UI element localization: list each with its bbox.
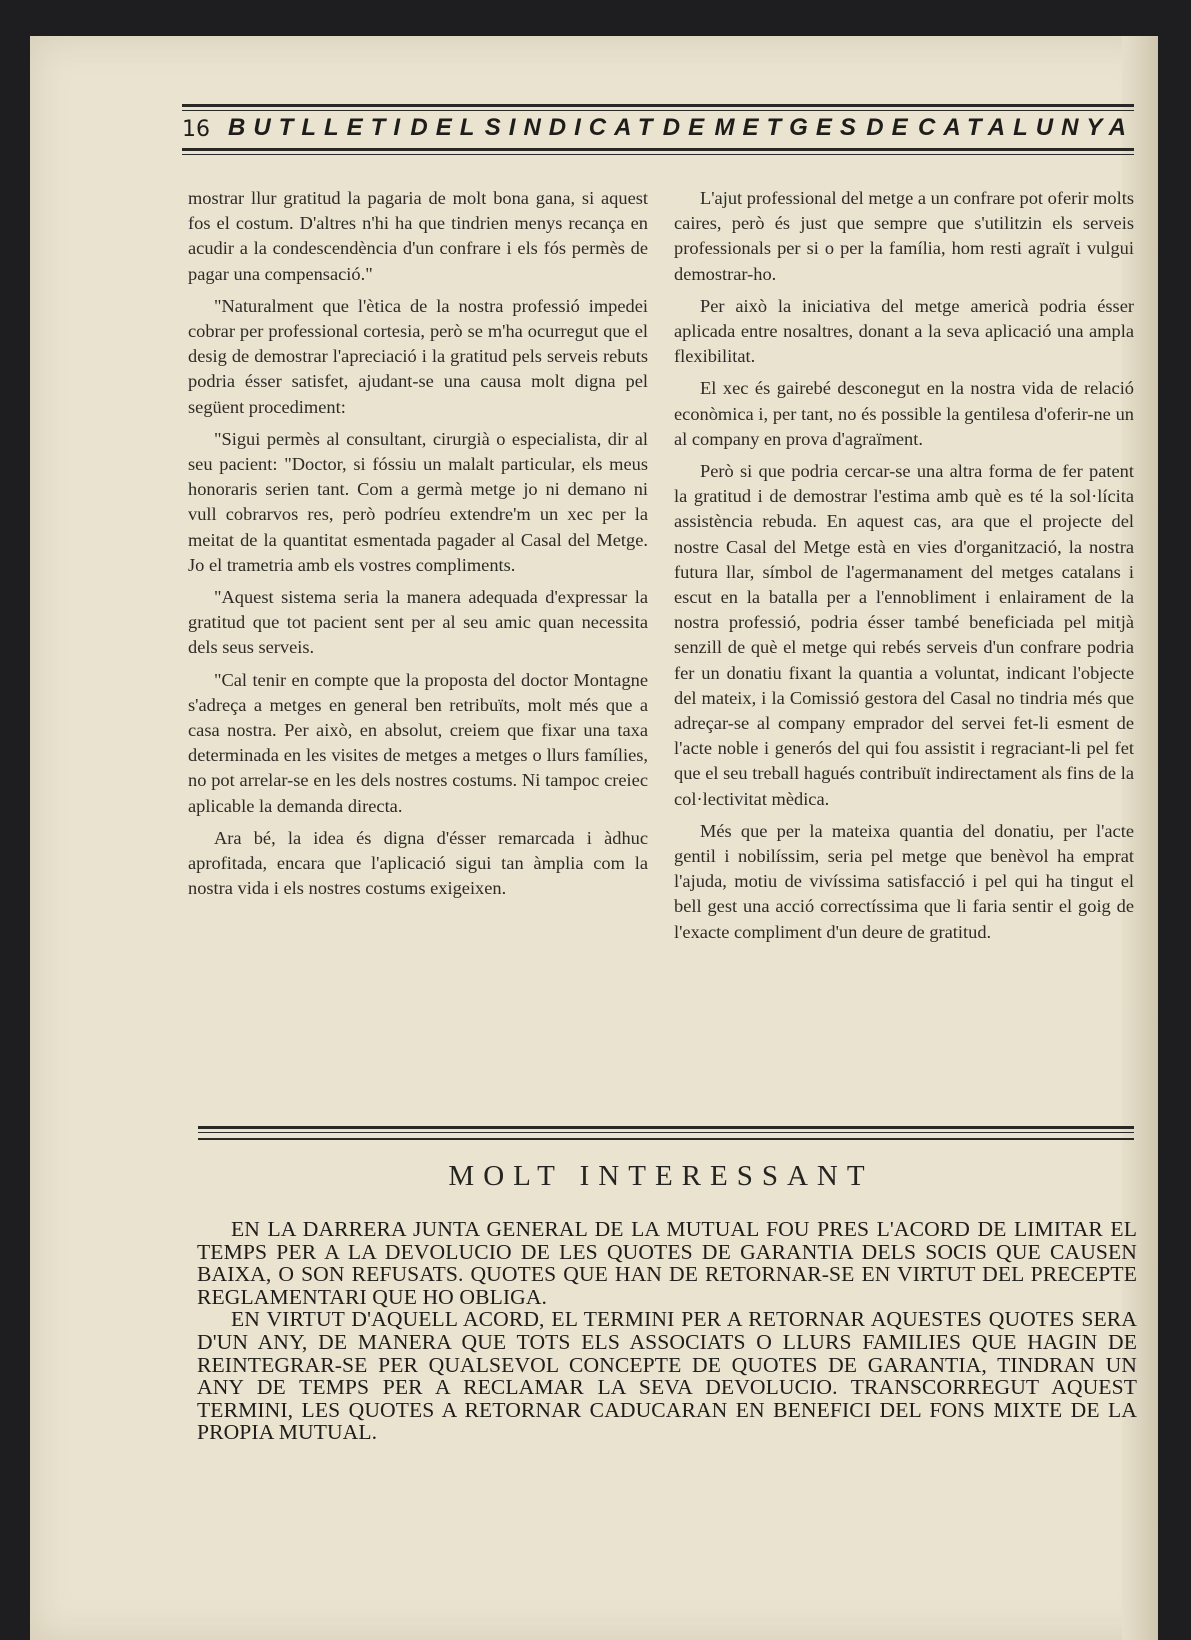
journal-title-word: CATALUNYA (918, 114, 1134, 141)
header-rule-bottom (182, 148, 1134, 151)
notice-rule-top (198, 1126, 1134, 1129)
paragraph: Per això la iniciativa del metge americà podria ésser aplicada entre nosaltres, donant a la seva aplicació una ampla flexibilitat. (674, 295, 1134, 367)
journal-title-word: DE (662, 114, 713, 141)
notice-body (197, 1218, 1137, 1444)
notice-rule-bottom (198, 1138, 1134, 1140)
header-rule-top (182, 104, 1134, 107)
running-header (182, 108, 1134, 142)
journal-title-word: BUTLLETI (228, 114, 408, 141)
header-rule-bottom-thin (182, 154, 1134, 155)
article-column-left (188, 186, 648, 901)
notice-title: MOLT INTERESSANT (448, 1160, 874, 1192)
journal-title-word: SINDICAT (484, 114, 661, 141)
paragraph: L'ajut professional del metge a un confrare pot oferir molts caires, però és just que sempre que s'utilitzin els serveis professionals per si o per la família, hom resti agraït i vulgui demostrar-ho. (674, 188, 1134, 284)
paragraph: El xec és gairebé desconegut en la nostra vida de relació econòmica i, per tant, no és possible la gentilesa d'oferir-ne un al company en prova d'agraïment. (674, 378, 1134, 449)
journal-title-word: DE (866, 114, 916, 141)
paragraph: Però si que podria cercar-se una altra forma de fer patent la gratitud i de demostrar l'estima amb què es té la sol·lícita assistència rebuda. En aquest cas, ara que el projecte del nostre Casal del Metge està en vies d'organització, la nostra futura llar, símbol de l'agermanament del metges catalans i escut en la batalla per a l'ennobliment i enlairament de la nostra professió, podria ésser també beneficiada pel mitjà senzill de què el metge qui rebés serveis d'un confrare podria fer un donatiu fixant la quantia a voluntat, indicant l'objecte del mateix, i la Comissió gestora del Casal no tindria més que adreçar-se al company emprador del servei fet-li esment de l'acte noble i generós del qui fou assistit i regraciant-li pel fet que el seu treball hagués contribuït indirectament als fins de la col·lectivitat mèdica. (674, 461, 1134, 809)
paragraph: mostrar llur gratitud la pagaria de molt bona gana, si aquest fos el costum. D'altres n'hi ha que tindrien menys recança en acudir a la condescendència d'un confrare i els fós permès de pagar una compensació." (188, 188, 648, 284)
notice-paragraph: EN LA DARRERA JUNTA GENERAL DE LA MUTUAL FOU PRES L'ACORD DE LIMITAR EL TEMPS PER A LA DEVOLUCIO DE LES QUOTES DE GARANTIA DELS SOCIS QUE CAUSEN BAIXA, O SON REFUSATS. QUOTES QUE HAN DE RETORNAR-SE EN VIRTUT DEL PRECEPTE REGLAMENTARI QUE HO OBLIGA. (197, 1217, 1137, 1309)
page-number: 16 (182, 117, 210, 142)
notice-rule-top-thin (198, 1132, 1134, 1133)
paragraph: "Cal tenir en compte que la proposta del doctor Montagne s'adreça a metges en general ben retribuïts, molt més que a casa nostra. Per això, en absolut, creiem que fixar una taxa determinada en les visites de metges a metges o llurs famílies, no pot arrelar-se en les dels nostres costums. Ni tampoc creiec aplicable la demanda directa. (188, 669, 648, 816)
paragraph: "Aquest sistema seria la manera adequada d'expressar la gratitud que tot pacient sent per al seu amic quan necessita dels seus serveis. (188, 587, 648, 658)
paragraph: Més que per la mateixa quantia del donatiu, per l'acte gentil i nobilíssim, seria pel metge que benèvol ha emprat l'ajuda, motiu de vivíssima satisfacció i pel qui ha tingut el bell gest una acció correctíssima que li faria sentir el goig de l'exacte compliment d'un deure de gratitud. (674, 820, 1134, 942)
journal-title-word: DEL (410, 114, 483, 141)
journal-title (228, 114, 1134, 142)
paragraph: "Naturalment que l'ètica de la nostra professió impedei cobrar per professional cortesia, però se m'ha ocurregut que el desig de demostrar l'apreciació i la gratitud pels serveis rebuts podria ésser satisfet, ajudant-se una causa molt digna pel següent procediment: (188, 295, 648, 417)
journal-title-word: METGES (714, 114, 864, 141)
paragraph: "Sigui permès al consultant, cirurgià o especialista, dir al seu pacient: "Doctor, si fóssiu un malalt particular, els meus honoraris serien tant. Com a germà metge jo ni demano ni vull cobrarvos res, però podríeu extendre'm un xec per la meitat de la quantitat esmentada pagader al Casal del Metge. Jo el trametria amb els vostres compliments. (188, 428, 648, 575)
paragraph: Ara bé, la idea és digna d'ésser remarcada i àdhuc aprofitada, encara que l'aplicació sigui tan àmplia com la nostra vida i els nostres costums exigeixen. (188, 827, 648, 899)
notice-paragraph: EN VIRTUT D'AQUELL ACORD, EL TERMINI PER A RETORNAR AQUESTES QUOTES SERA D'UN ANY, DE MANERA QUE TOTS ELS ASSOCIATS O LLURS FAMILIES QUE HAGIN DE REINTEGRAR-SE PER QUALSEVOL CONCEPTE DE QUOTES DE GARANTIA, TINDRAN UN ANY DE TEMPS PER A RECLAMAR LA SEVA DEVOLUCIO. TRANSCORREGUT AQUEST TERMINI, LES QUOTES A RETORNAR CADUCARAN EN BENEFICI DEL FONS MIXTE DE LA PROPIA MUTUAL. (197, 1307, 1137, 1445)
article-column-right (674, 186, 1134, 945)
